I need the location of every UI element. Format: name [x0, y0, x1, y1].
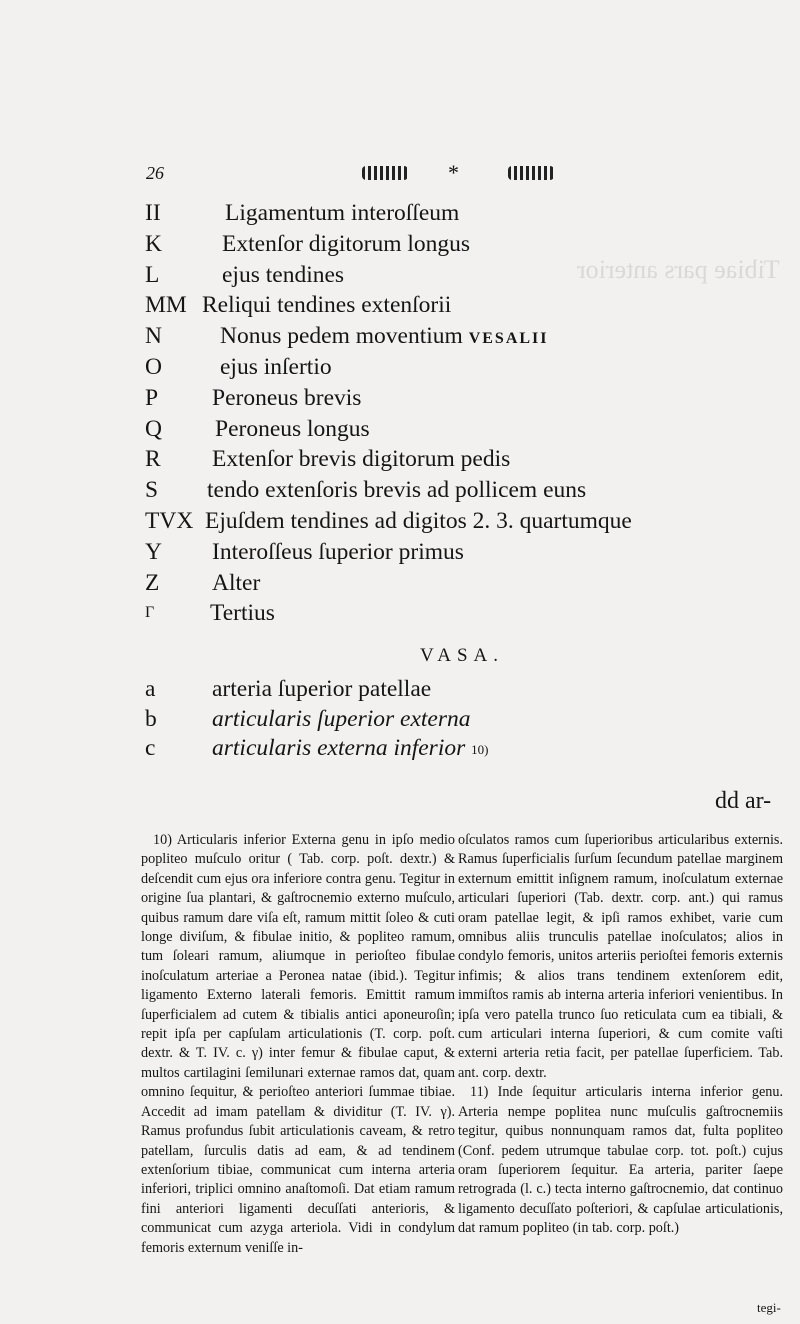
footnote-column-left [141, 831, 455, 1258]
legend-row: Γ Tertius [145, 600, 275, 627]
vasa-row: b articularis ſuperior externa [145, 705, 471, 732]
legend-row: N Nonus pedem moventium VESALII [145, 323, 549, 350]
vasa-list [145, 674, 705, 763]
vasa-row: c articularis externa inferior $^{10)}$ [145, 735, 489, 761]
vasa-row: a arteria ſuperior patellae [145, 676, 432, 702]
footnote-paragraph: 11) Inde ſequitur articularis interna inferior genu. Arteria nempe poplitea nunc muſculis gaſtrocnemiis tegitur, quibus nonnunquam ramos dat, fulta popliteo (Conf. pedem utrumque tabulae corp. tot. poſt.) cujus oram ſuperiorem ſequitur. Ea arteria, pariter ſaepe retrograda (l. c.) tecta interno gaſtrocnemio, dat continuo ligamento decuſſato poſteriori, & capſulae articulationis, dat ramum popliteo (in tab. corp. poſt.) [458, 1084, 783, 1237]
footnote-column-right [458, 831, 783, 1239]
legend-row: II Ligamentum interoſſeum [145, 200, 460, 226]
ornament-asterisk: * [448, 160, 459, 185]
legend-row: MM Reliqui tendines extenſorii [145, 292, 452, 319]
footnote-catchword: tegi- [757, 1300, 781, 1315]
legend-row: Y Interoſſeus ſuperior primus [145, 538, 464, 565]
footnote-ref: 10) [471, 742, 489, 757]
footnote-paragraph: oſculatos ramos cum ſuperioribus articularibus externis. Ramus ſuperficialis ſurſum ſecundum patellae marginem externum emittit inſignem ramum, inoſculatum externae articulari ſuperiori (Tab. dextr. corp. ant.) qui ramus oram patellae legit, & ipſi ramos exhibet, varie cum omnibus aliis trunculis patellae inoſculatos; alios in condylo femoris, unitos arteriis perioſtei femoris externis infimis; & alios trans tendinem extenſorem edit, immiſtos ramis ab interna arteria inferiori venientibus. In ipſa vero patella trunco ſuo reticulata cum ea tibiali, & cum articulari interna ſuperiori, & cum comite vaſti externi arteria retia facit, per patellae ſuperficiem. Tab. ant. corp. dextr. [458, 832, 783, 1081]
footnote-paragraph: 10) Articularis inferior Externa genu in ipſo medio popliteo muſculo oritur ( Tab. corp. poſt. dextr.) & deſcendit cum ejus ora inferiore contra genu. Tegitur in origine ſua plantari, & gaſtrocnemio externo muſculo, quibus ramum dare viſa eſt, ramum mittit ſoleo & cuti longe diviſum, & fibulae initio, & popliteo ramum, tum ſoleari ramum, aliumque in perioſteo fibulae inoſculatum arteriae a Peronea natae (ibid.). Tegitur ligamento Externo laterali femoris. Emittit ramum ſuperficialem ad cutem & tibialis antici aponeuroſin; repit ipſa per capſulam articulationis (T. corp. poſt. dextr. & T. IV. c. γ) inter femur & fibulae caput, & multos cartilagini ſemilunari externae ramos dat, quam omnino ſequitur, & perioſteo anteriori ſummae tibiae. Accedit ad imam patellam & dividitur (T. IV. γ). Ramus profundus ſubit articulationis caveam, & retro patellam, ſurculis datis ad eam, & ad tendinem extenſorium tibiae, communicat cum interna arteria inferiori, triplici omnino anaſtomoſi. Dat etiam ramum fini anteriori ligamenti decuſſati anterioris, & communicat cum azyga arteriola. Vidi in condylum femoris externum veniſſe in- [141, 832, 455, 1256]
legend-row: R Extenſor brevis digitorum pedis [145, 446, 511, 473]
legend-row: O ejus inſertio [145, 353, 332, 380]
legend-row: Q Peroneus longus [145, 415, 370, 442]
section-title-vasa: VASA. [420, 645, 505, 666]
header-ornament [350, 160, 570, 186]
legend-list [145, 198, 705, 629]
legend-row: P Peroneus brevis [145, 384, 362, 411]
show-through-text: Tibiae pars anterior [577, 255, 780, 284]
legend-row: TVX Ejuſdem tendines ad digitos 2. 3. quartumque [145, 507, 632, 534]
catchword: dd ar- [715, 788, 772, 814]
legend-row: S tendo extenſoris brevis ad pollicem euns [145, 477, 587, 504]
legend-row: Z Alter [145, 569, 261, 596]
page-number: 26 [146, 163, 164, 183]
legend-row: L ejus tendines [145, 261, 345, 288]
legend-row: K Extenſor digitorum longus [145, 230, 471, 257]
